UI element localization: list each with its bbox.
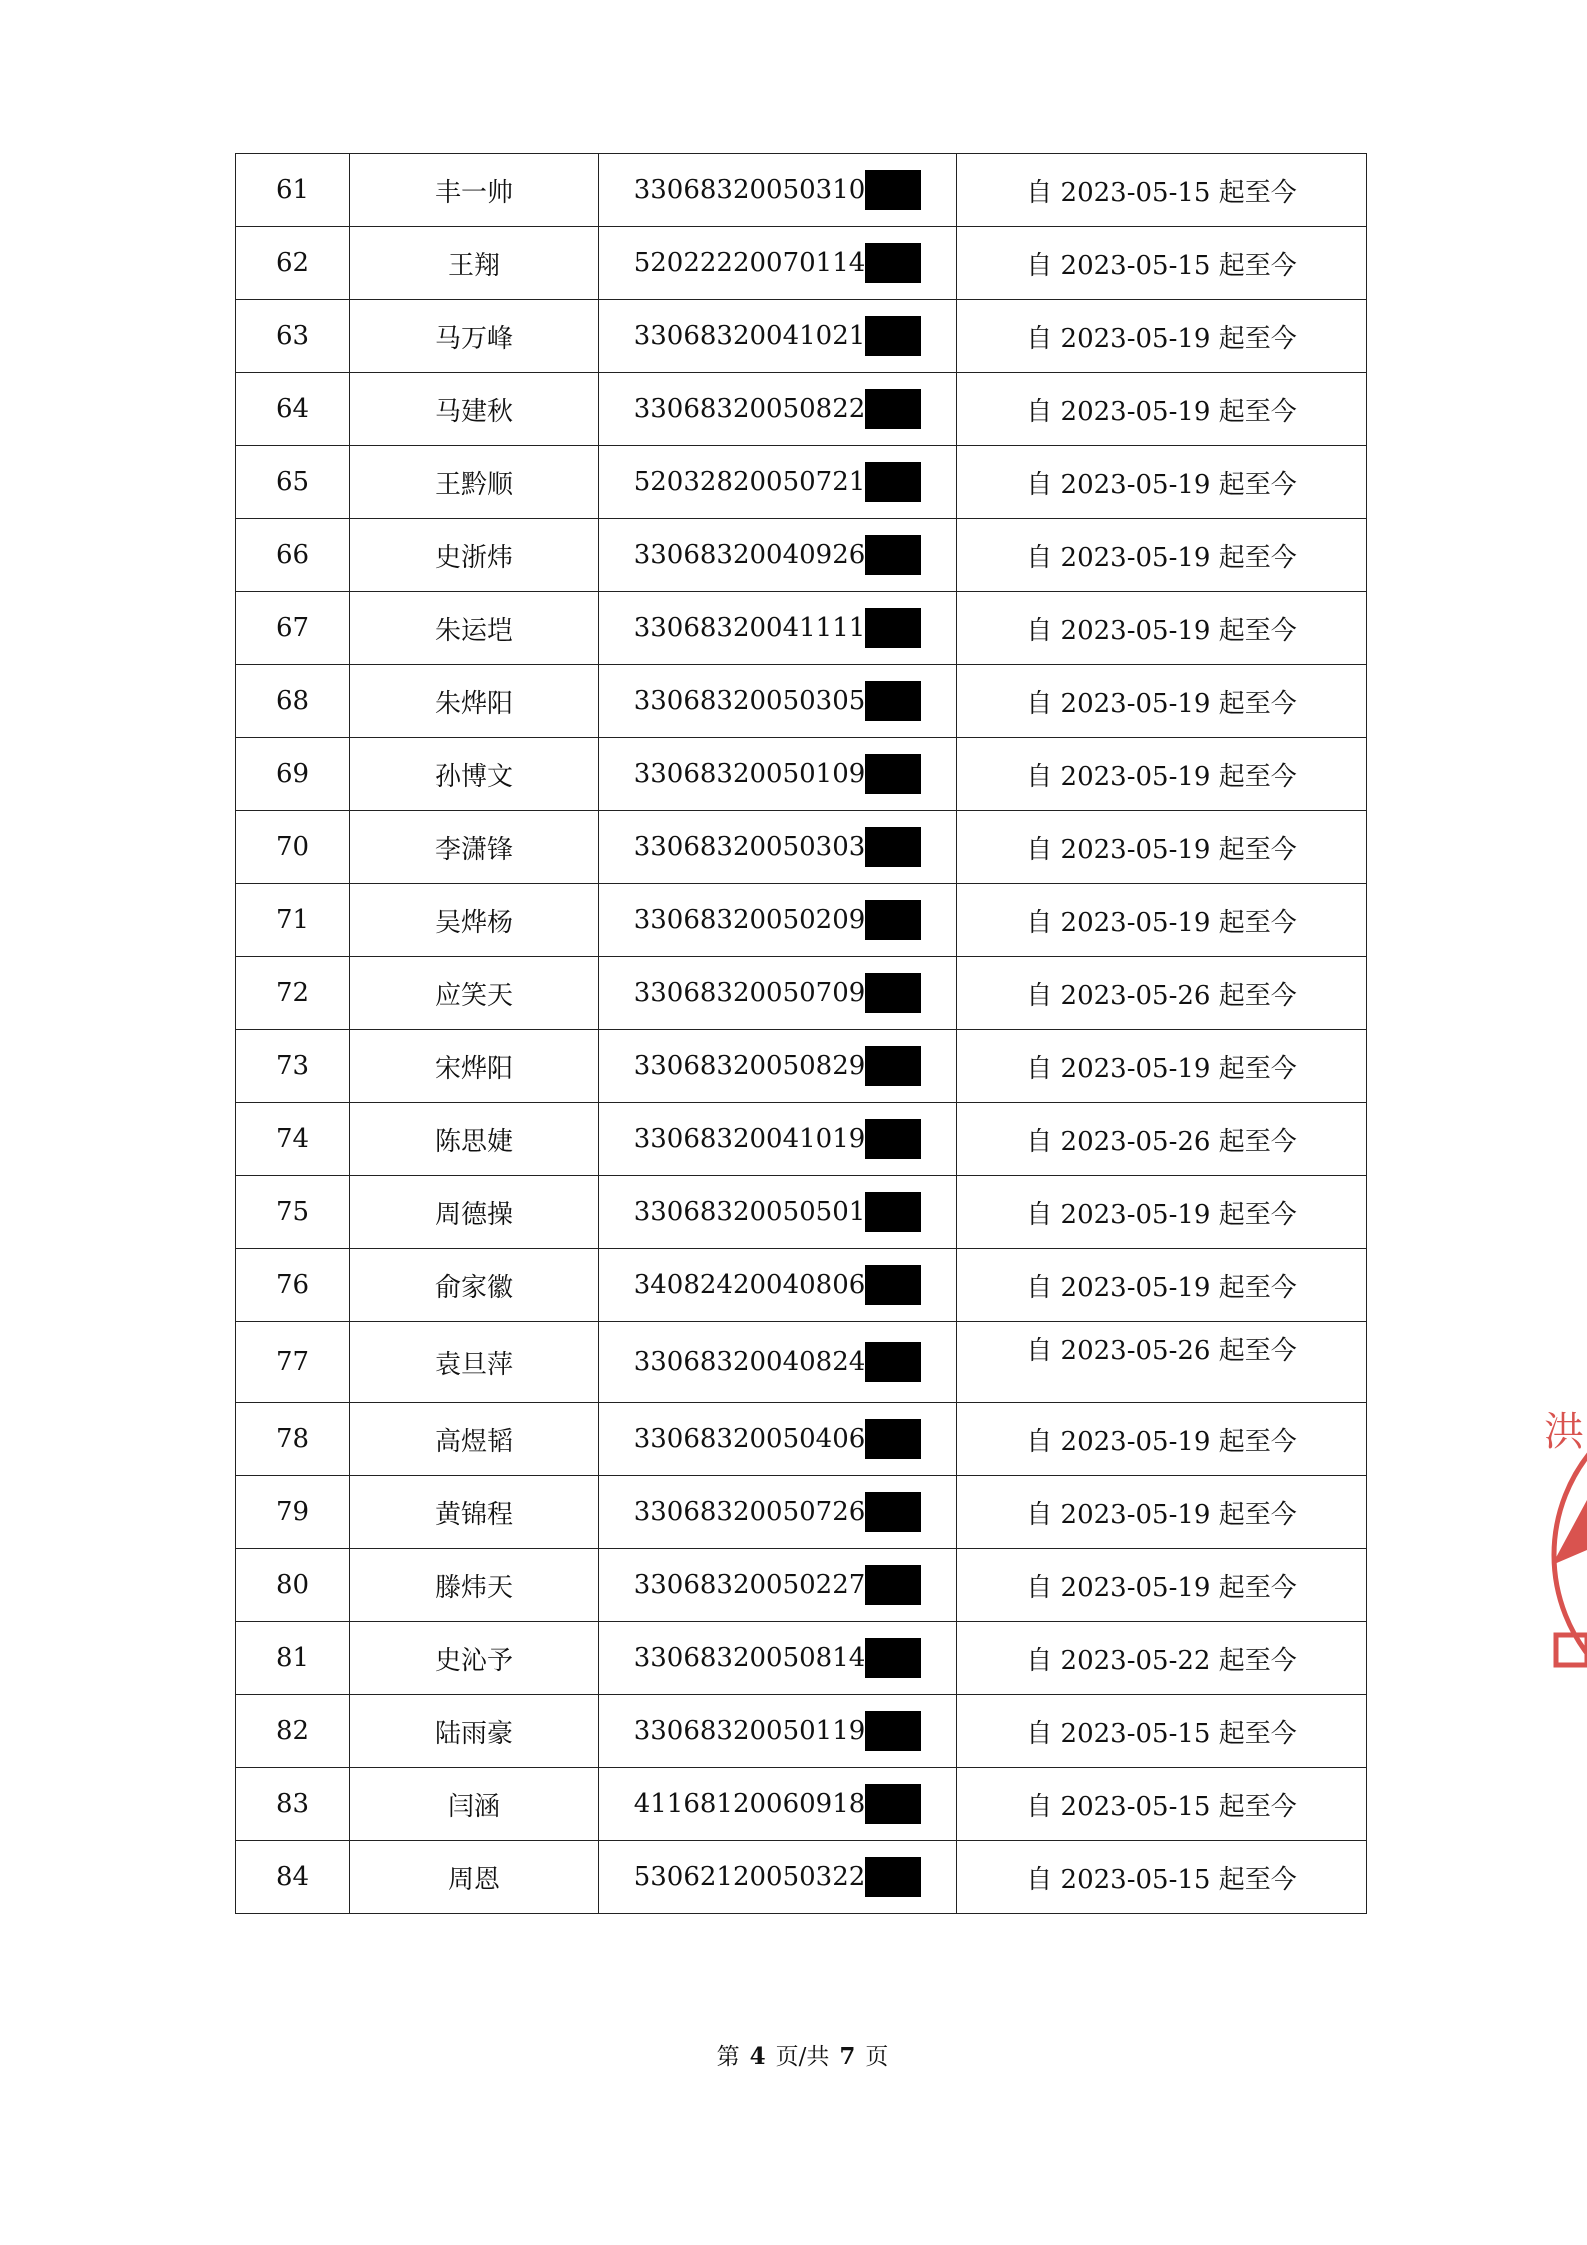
- id-number: 34082420040806: [633, 1270, 866, 1300]
- row-number: 81: [236, 1622, 350, 1695]
- table-row: [236, 1622, 1367, 1695]
- redaction-block: [865, 170, 921, 210]
- id-number: 33068320050310: [633, 175, 866, 205]
- row-number: 67: [236, 592, 350, 665]
- id-number-wrapper: [634, 170, 922, 210]
- id-number-cell: [599, 665, 957, 738]
- student-name: 应笑天: [350, 957, 599, 1030]
- row-number: 65: [236, 446, 350, 519]
- id-number: 33068320050822: [633, 394, 866, 424]
- table-row: [236, 300, 1367, 373]
- redaction-block: [865, 1857, 921, 1897]
- table-row: [236, 446, 1367, 519]
- id-number-wrapper: [634, 462, 922, 502]
- id-number-wrapper: [634, 1419, 922, 1459]
- start-date: 自 2023-05-19 起至今: [957, 1476, 1367, 1549]
- id-number-wrapper: [634, 754, 922, 794]
- table-row: [236, 1103, 1367, 1176]
- student-name: 朱运垲: [350, 592, 599, 665]
- id-number: 33068320050109: [633, 759, 866, 789]
- start-date: 自 2023-05-19 起至今: [957, 373, 1367, 446]
- redaction-block: [865, 1192, 921, 1232]
- id-number-cell: [599, 1549, 957, 1622]
- student-name: 陈思婕: [350, 1103, 599, 1176]
- id-number-wrapper: [634, 1711, 922, 1751]
- id-number-wrapper: [634, 1784, 922, 1824]
- redaction-block: [865, 316, 921, 356]
- id-number-cell: [599, 1103, 957, 1176]
- id-number-wrapper: [634, 389, 922, 429]
- start-date: 自 2023-05-19 起至今: [957, 665, 1367, 738]
- row-number: 71: [236, 884, 350, 957]
- id-number-cell: [599, 1249, 957, 1322]
- id-number-wrapper: [634, 681, 922, 721]
- start-date: 自 2023-05-26 起至今: [957, 957, 1367, 1030]
- id-number-wrapper: [634, 1342, 922, 1382]
- seal-character: 洪: [1544, 1409, 1584, 1455]
- id-number: 33068320041111: [633, 613, 866, 643]
- redaction-block: [865, 1492, 921, 1532]
- start-date: 自 2023-05-15 起至今: [957, 1768, 1367, 1841]
- student-name: 马建秋: [350, 373, 599, 446]
- footer-middle: 页/共: [775, 2044, 830, 2070]
- id-number-wrapper: [634, 827, 922, 867]
- redaction-block: [865, 535, 921, 575]
- table-row: [236, 1322, 1367, 1403]
- start-date: 自 2023-05-19 起至今: [957, 738, 1367, 811]
- id-number-cell: [599, 592, 957, 665]
- id-number-wrapper: [634, 1492, 922, 1532]
- start-date: 自 2023-05-19 起至今: [957, 446, 1367, 519]
- row-number: 83: [236, 1768, 350, 1841]
- redaction-block: [865, 1046, 921, 1086]
- table-row: [236, 1549, 1367, 1622]
- row-number: 69: [236, 738, 350, 811]
- redaction-block: [865, 900, 921, 940]
- id-number: 33068320050227: [633, 1570, 866, 1600]
- page-footer: [0, 2038, 1587, 2071]
- id-number-cell: [599, 1768, 957, 1841]
- student-name: 袁旦萍: [350, 1322, 599, 1403]
- student-name: 丰一帅: [350, 154, 599, 227]
- id-number: 52022220070114: [633, 248, 866, 278]
- start-date: 自 2023-05-15 起至今: [957, 227, 1367, 300]
- student-name: 史沁予: [350, 1622, 599, 1695]
- table-row: [236, 1768, 1367, 1841]
- id-number-cell: [599, 227, 957, 300]
- student-name: 俞家徽: [350, 1249, 599, 1322]
- official-seal: [1542, 1390, 1587, 1720]
- id-number-cell: [599, 884, 957, 957]
- row-number: 76: [236, 1249, 350, 1322]
- student-name: 吴烨杨: [350, 884, 599, 957]
- redaction-block: [865, 1119, 921, 1159]
- id-number-cell: [599, 738, 957, 811]
- student-name: 闫涵: [350, 1768, 599, 1841]
- student-name: 黄锦程: [350, 1476, 599, 1549]
- id-number: 33068320050406: [633, 1424, 866, 1454]
- start-date: 自 2023-05-15 起至今: [957, 1841, 1367, 1914]
- id-number-wrapper: [634, 1857, 922, 1897]
- id-number-cell: [599, 300, 957, 373]
- id-number: 33068320040824: [633, 1347, 866, 1377]
- id-number-cell: [599, 154, 957, 227]
- id-number: 33068320041021: [633, 321, 866, 351]
- table-row: [236, 1176, 1367, 1249]
- id-number-cell: [599, 1622, 957, 1695]
- row-number: 61: [236, 154, 350, 227]
- id-number: 33068320040926: [633, 540, 866, 570]
- footer-total-pages: 7: [839, 2043, 856, 2070]
- id-number-wrapper: [634, 243, 922, 283]
- start-date: 自 2023-05-19 起至今: [957, 1176, 1367, 1249]
- start-date: 自 2023-05-19 起至今: [957, 1549, 1367, 1622]
- row-number: 70: [236, 811, 350, 884]
- table-row: [236, 1476, 1367, 1549]
- row-number: 62: [236, 227, 350, 300]
- seal-graphic: [1542, 1390, 1587, 1720]
- footer-current-page: 4: [749, 2043, 766, 2070]
- id-number-cell: [599, 1322, 957, 1403]
- student-name: 陆雨豪: [350, 1695, 599, 1768]
- table-row: [236, 811, 1367, 884]
- table-row: [236, 1249, 1367, 1322]
- redaction-block: [865, 1711, 921, 1751]
- redaction-block: [865, 1342, 921, 1382]
- table-row: [236, 957, 1367, 1030]
- table-row: [236, 1695, 1367, 1768]
- id-number-wrapper: [634, 973, 922, 1013]
- student-name: 周恩: [350, 1841, 599, 1914]
- student-name: 滕炜天: [350, 1549, 599, 1622]
- student-name: 王翔: [350, 227, 599, 300]
- id-number: 52032820050721: [633, 467, 866, 497]
- student-name: 孙博文: [350, 738, 599, 811]
- table-row: [236, 373, 1367, 446]
- id-number-cell: [599, 1841, 957, 1914]
- row-number: 74: [236, 1103, 350, 1176]
- row-number: 73: [236, 1030, 350, 1103]
- start-date: 自 2023-05-22 起至今: [957, 1622, 1367, 1695]
- table-row: [236, 884, 1367, 957]
- redaction-block: [865, 681, 921, 721]
- row-number: 77: [236, 1322, 350, 1403]
- redaction-block: [865, 1265, 921, 1305]
- row-number: 64: [236, 373, 350, 446]
- id-number-cell: [599, 1030, 957, 1103]
- personnel-table: [235, 153, 1367, 1914]
- start-date: 自 2023-05-19 起至今: [957, 519, 1367, 592]
- table-row: [236, 738, 1367, 811]
- redaction-block: [865, 462, 921, 502]
- student-name: 宋烨阳: [350, 1030, 599, 1103]
- start-date: 自 2023-05-26 起至今: [957, 1322, 1367, 1403]
- row-number: 68: [236, 665, 350, 738]
- row-number: 63: [236, 300, 350, 373]
- id-number-wrapper: [634, 1046, 922, 1086]
- start-date: 自 2023-05-15 起至今: [957, 154, 1367, 227]
- redaction-block: [865, 1638, 921, 1678]
- id-number-cell: [599, 1403, 957, 1476]
- start-date: 自 2023-05-15 起至今: [957, 1695, 1367, 1768]
- id-number-cell: [599, 811, 957, 884]
- id-number-wrapper: [634, 1119, 922, 1159]
- id-number: 33068320050119: [633, 1716, 866, 1746]
- student-name: 王黔顺: [350, 446, 599, 519]
- row-number: 78: [236, 1403, 350, 1476]
- footer-prefix: 第: [716, 2044, 740, 2070]
- table-row: [236, 154, 1367, 227]
- id-number-wrapper: [634, 1638, 922, 1678]
- id-number: 33068320050209: [633, 905, 866, 935]
- id-number-wrapper: [634, 316, 922, 356]
- row-number: 80: [236, 1549, 350, 1622]
- id-number: 33068320050829: [633, 1051, 866, 1081]
- table-row: [236, 1403, 1367, 1476]
- id-number: 33068320041019: [633, 1124, 866, 1154]
- id-number: 33068320050501: [633, 1197, 866, 1227]
- id-number: 33068320050303: [633, 832, 866, 862]
- row-number: 79: [236, 1476, 350, 1549]
- table-row: [236, 592, 1367, 665]
- footer-suffix: 页: [865, 2044, 889, 2070]
- id-number-cell: [599, 1476, 957, 1549]
- start-date: 自 2023-05-19 起至今: [957, 1249, 1367, 1322]
- table-row: [236, 1841, 1367, 1914]
- id-number: 33068320050726: [633, 1497, 866, 1527]
- id-number-cell: [599, 1176, 957, 1249]
- id-number: 33068320050709: [633, 978, 866, 1008]
- table-row: [236, 1030, 1367, 1103]
- student-name: 高煜韬: [350, 1403, 599, 1476]
- row-number: 66: [236, 519, 350, 592]
- table-body: [236, 154, 1367, 1914]
- row-number: 75: [236, 1176, 350, 1249]
- redaction-block: [865, 389, 921, 429]
- table-row: [236, 227, 1367, 300]
- start-date: 自 2023-05-19 起至今: [957, 811, 1367, 884]
- start-date: 自 2023-05-19 起至今: [957, 1030, 1367, 1103]
- id-number: 41168120060918: [633, 1789, 866, 1819]
- start-date: 自 2023-05-19 起至今: [957, 592, 1367, 665]
- redaction-block: [865, 243, 921, 283]
- id-number-wrapper: [634, 1565, 922, 1605]
- redaction-block: [865, 608, 921, 648]
- id-number-cell: [599, 446, 957, 519]
- table-row: [236, 665, 1367, 738]
- redaction-block: [865, 754, 921, 794]
- id-number: 33068320050305: [633, 686, 866, 716]
- student-name: 史浙炜: [350, 519, 599, 592]
- redaction-block: [865, 973, 921, 1013]
- row-number: 82: [236, 1695, 350, 1768]
- id-number: 53062120050322: [633, 1862, 866, 1892]
- id-number-cell: [599, 957, 957, 1030]
- redaction-block: [865, 1565, 921, 1605]
- id-number-wrapper: [634, 900, 922, 940]
- table-row: [236, 519, 1367, 592]
- row-number: 72: [236, 957, 350, 1030]
- id-number-wrapper: [634, 1192, 922, 1232]
- student-name: 周德操: [350, 1176, 599, 1249]
- id-number-cell: [599, 519, 957, 592]
- start-date: 自 2023-05-19 起至今: [957, 884, 1367, 957]
- student-name: 马万峰: [350, 300, 599, 373]
- row-number: 84: [236, 1841, 350, 1914]
- id-number-wrapper: [634, 535, 922, 575]
- id-number: 33068320050814: [633, 1643, 866, 1673]
- student-name: 李潇锋: [350, 811, 599, 884]
- start-date: 自 2023-05-26 起至今: [957, 1103, 1367, 1176]
- id-number-wrapper: [634, 1265, 922, 1305]
- redaction-block: [865, 1784, 921, 1824]
- student-name: 朱烨阳: [350, 665, 599, 738]
- id-number-cell: [599, 373, 957, 446]
- id-number-cell: [599, 1695, 957, 1768]
- redaction-block: [865, 1419, 921, 1459]
- redaction-block: [865, 827, 921, 867]
- start-date: 自 2023-05-19 起至今: [957, 300, 1367, 373]
- start-date: 自 2023-05-19 起至今: [957, 1403, 1367, 1476]
- id-number-wrapper: [634, 608, 922, 648]
